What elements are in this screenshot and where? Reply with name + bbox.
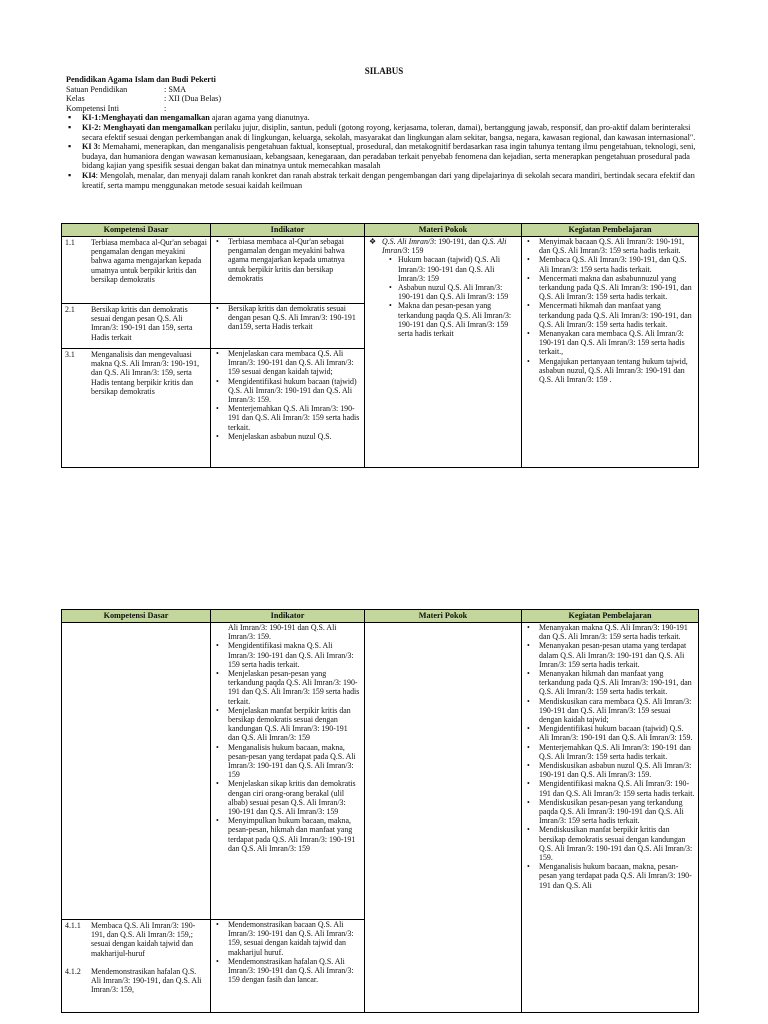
table-header-row (62, 610, 699, 623)
ki-code: KI-1: (82, 113, 102, 123)
list-item: • Menganalisis hukum bacaan, makna, pesan-pesan yang terdapat pada Q.S. Ali Imran/3: 190-191 dan Q.S. Ali (525, 862, 695, 890)
identity-value: : XII (Dua Belas) (164, 94, 222, 104)
ki-text: perilaku jujur, disiplin, santun, peduli (gotong royong, kerjasama, toleran, damai), bertanggung jawab, responsif, dan pro-aktif dalam berinteraksi secara efektif sesuai dengan perkembangan anak di lingkungan, keluarga, sekolah, masyarakat dan lingkungan alam sekitar, bangsa, negara, kawasan regional, dan kawasan internasional". (82, 122, 696, 142)
kd-cell (62, 304, 211, 349)
list-item: • Mendiskusikan pesan-pesan yang terkandung paqda Q.S. Ali Imran/3: 190-191 dan Q.S. Ali Imran/3: 159 serta hadis terkait. (525, 798, 695, 826)
kd-text: Membaca Q.S. Ali Imran/3: 190-191, dan Q.S. Ali Imran/3: 159,; sesuai dengan kaidah tajwid dan makharijul-huruf (91, 921, 196, 958)
identity-row (66, 104, 706, 114)
materi-list (368, 237, 518, 338)
materi-cell (365, 623, 522, 1013)
list-item: • Menjelaskan sikap kritis dan demokratis dengan ciri orang-orang berakal (ulil albab) sesuai pesan Q.S. Ali Imran/3: 190-191 dan Q.S. Ali Imran/3: 159 (214, 779, 361, 816)
kd-number: 3.1 (65, 350, 75, 359)
kd-text: Menganalisis dan mengevaluasi makna Q.S. Ali Imran/3: 190-191, dan Q.S. Ali Imran/3: 159, serta Hadis tentang berpikir kritis dan bersikap demokratis (91, 350, 200, 396)
kd-text: Mendemonstrasikan hafalan Q.S. Ali Imran/3: 190-191, dan Q.S. Ali Imran/3: 159, (91, 966, 202, 995)
list-item: • Menjelaskan manfat berpikir kritis dan bersikap demokratis sesuai dengan kandungan Q.S. Ali Imran/3: 190-191 dan Q.S. Ali Imran/3: 159 (214, 706, 361, 743)
ki-item (66, 171, 706, 190)
list-item (368, 237, 518, 338)
doc-title: SILABUS (364, 66, 404, 76)
ki-item (66, 123, 706, 142)
list-item: • Mengidentifikasi hukum bacaan (tajwid) Q.S. Ali Imran/3: 190-191 dan Q.S. Ali Imran/3: 159. (214, 377, 361, 405)
ki-code: KI-2: (82, 122, 102, 132)
list-item: • Menjelaskan cara membaca Q.S. Ali Imran/3: 190-191 dan Q.S. Ali Imran/3: 159 sesuai dengan kaidah tajwid; (214, 349, 361, 377)
materi-verse: : 190-191, dan (434, 237, 482, 246)
list-item: • Menanyakan cara membaca Q.S. Ali Imran/3: 190-191 dan Q.S. Ali Imran/3: 159 serta hadis terkait., (525, 329, 695, 357)
kegiatan-cell (522, 623, 699, 1013)
kd-item (65, 966, 207, 995)
list-item: • Menganalisis hukum bacaan, makna, pesan-pesan yang terdapat pada Q.S. Ali Imran/3: 190-191 dan Q.S. Ali Imran/3: 159 (214, 743, 361, 780)
list-item: • Menanyakan makna Q.S. Ali Imran/3: 190-191 dan Q.S. Ali Imran/3: 159 serta hadis terkait. (525, 623, 695, 641)
kd-cell (62, 349, 211, 468)
identity-label: Satuan Pendidikan (66, 84, 128, 94)
kd-item (65, 920, 207, 958)
indikator-cell (211, 349, 365, 468)
kegiatan-list (525, 237, 695, 384)
kd-number: 2.1 (65, 305, 75, 314)
kd-item (65, 304, 207, 342)
table-row (62, 237, 699, 304)
ki-code: KI 3: (82, 142, 101, 152)
indikator-cell (211, 623, 365, 920)
indikator-list (214, 237, 361, 283)
header-materi-pokok: Materi Pokok (365, 224, 522, 237)
ki-item (66, 113, 706, 123)
indikator-list (214, 920, 361, 984)
materi-verse: : 159 (407, 246, 424, 256)
table-row (62, 623, 699, 920)
indikator-list (214, 304, 361, 332)
list-item: • Mendiskusikan manfat berpikir kritis dan bersikap demokratis sesuai dengan kandungan Q.S. Ali Imran/3: 190-191 dan Q.S. Ali Imran/3: 159. (525, 825, 695, 862)
kd-text: Terbiasa membaca al-Qur'an sebagai pengamalan dengan meyakini bahwa agama mengajarkan kepada umatnya untuk berpikir kritis dan bersikap demokratis (91, 238, 207, 284)
identity-row (66, 85, 706, 95)
header-kompetensi-dasar: Kompetensi Dasar (62, 610, 211, 623)
identity-value: : SMA (164, 84, 187, 94)
doc-header (66, 75, 706, 190)
header-indikator: Indikator (211, 610, 365, 623)
materi-cell (365, 237, 522, 468)
kd-number: 4.1.1 (65, 921, 81, 930)
list-item: • Menjelaskan pesan-pesan yang terkandung paqda Q.S. Ali Imran/3: 190-191 dan Q.S. Ali Imran/3: 159 serta hadis terkait. (214, 669, 361, 706)
kd-cell (62, 237, 211, 304)
kd-text: Bersikap kritis dan demokratis sesuai dengan pesan Q.S. Ali Imran/3: 190-191 dan 159, serta Hadis terkait (91, 305, 193, 342)
list-item: • Mengidentifikasi makna Q.S. Ali Imran/3: 190-191 dan Q.S. Ali Imran/3: 159 serta hadis terkait. (525, 779, 695, 797)
list-item: • Mendemonstrasikan hafalan Q.S. Ali Imran/3: 190-191 dan Q.S. Ali Imran/3: 159 dengan fasih dan lancar. (214, 957, 361, 985)
indikator-list (214, 623, 361, 853)
ki-text: : Mengolah, menalar, dan menyaji dalam ranah konkret dan ranah abstrak terkait dengan pengembangan dari yang dipelajarinya di sekolah secara mandiri, bertindak secara efektif dan kreatif, serta mampu menggunakan metode sesuai kaidah keilmuan (82, 170, 695, 190)
list-item: • Terbiasa membaca al-Qur'an sebagai pengamalan dengan meyakini bahwa agama mengajarkan kepada umatnya untuk berpikir kritis dan bersikap demokratis (214, 237, 361, 283)
list-item: • Mengidentifikasi makna Q.S. Ali Imran/3: 190-191 dan Q.S. Ali Imran/3: 159 serta hadis terkait. (214, 641, 361, 669)
list-item: • Mendiskusikan cara membaca Q.S. Ali Imran/3: 190-191 dan Q.S. Ali Imran/3: 159 sesuai dengan kaidah tajwid; (525, 697, 695, 725)
kd-number: 4.1.2 (65, 966, 81, 976)
subject-title: Pendidikan Agama Islam dan Budi Pekerti (66, 75, 216, 84)
identity-label: Kompetensi Inti (66, 103, 119, 113)
indikator-list (214, 349, 361, 441)
list-item: • Bersikap kritis dan demokratis sesuai dengan pesan Q.S. Ali Imran/3: 190-191 dan159, serta Hadis terkait (214, 304, 361, 332)
kd-item (65, 237, 207, 284)
identity-label: Kelas (66, 94, 85, 104)
syllabus-table-1 (61, 223, 699, 468)
header-kompetensi-dasar: Kompetensi Dasar (62, 224, 211, 237)
list-item: • Menterjemahkan Q.S. Ali Imran/3: 190-191 dan Q.S. Ali Imran/3: 159 serta hadis terkait. (525, 743, 695, 761)
list-item: • Makna dan pesan-pesan yang terkandung paqda Q.S. Ali Imran/3: 190-191 dan Q.S. Ali Imran/3: 159 serta hadis terkait (388, 301, 518, 338)
ki-bold: Menghayati dan mengamalkan (101, 113, 210, 123)
ki-item (66, 142, 706, 171)
materi-surah: Q.S. Ali Imran/3 (382, 237, 507, 256)
list-item: • Menanyakan hikmah dan manfaat yang terkandung pada Q.S. Ali Imran/3: 190-191, dan Q.S. Ali Imran/3: 159 serta hadis terkait. (525, 669, 695, 697)
header-kegiatan-pembelajaran: Kegiatan Pembelajaran (522, 610, 699, 623)
materi-surah: Q.S. Ali Imran/3 (382, 237, 435, 246)
identity-value: : (164, 103, 167, 113)
list-item: • Menyimpulkan hukum bacaan, makna, pesan-pesan, hikmah dan manfaat yang terdapat pada Q.S. Ali Imran/3: 190-191 dan Q.S. Ali Imran/3: 159 (214, 816, 361, 853)
list-item: • Menyimak bacaan Q.S. Ali Imran/3: 190-191, dan Q.S. Ali Imran/3: 159 serta hadis terkait. (525, 237, 695, 255)
list-item: • Asbabun nuzul Q.S. Ali Imran/3: 190-191 dan Q.S. Ali Imran/3: 159 (388, 283, 518, 301)
indikator-cell (211, 920, 365, 1013)
ki-code: KI4 (82, 170, 96, 180)
list-item: • Menterjemahkan Q.S. Ali Imran/3: 190-191 dan Q.S. Ali Imran/3: 159 serta hadis terkait. (214, 404, 361, 432)
kegiatan-list (525, 623, 695, 890)
kd-number: 1.1 (65, 238, 75, 247)
list-item: • Mengidentifikasi hukum bacaan (tajwid) Q.S. Ali Imran/3: 190-191 dan Q.S. Ali Imran/3: 159. (525, 724, 695, 742)
indikator-cell (211, 304, 365, 349)
list-item: • Menjelaskan asbabun nuzul Q.S. (214, 432, 361, 441)
list-item: • Membaca Q.S. Ali Imran/3: 190-191, dan Q.S. Ali Imran/3: 159 serta hadis terkait. (525, 255, 695, 273)
ki-bold: Menghayati dan mengamalkan (101, 122, 212, 132)
list-item: • Hukum bacaan (tajwid) Q.S. Ali Imran/3: 190-191 dan Q.S. Ali Imran/3: 159 (388, 255, 518, 283)
syllabus-table-2 (61, 609, 699, 1013)
table-header-row (62, 224, 699, 237)
identity-row (66, 94, 706, 104)
list-item: • Mengajukan pertanyaan tentang hukum tajwid, asbabun nuzul, Q.S. Ali Imran/3: 190-191 dan Q.S. Ali Imran/3: 159 . (525, 357, 695, 385)
ki-text: ajaran agama yang dianutnya. (209, 113, 310, 123)
list-item: • Mendemonstrasikan bacaan Q.S. Ali Imran/3: 190-191 dan Q.S. Ali Imran/3: 159, sesuai dengan kaidah tajwid dan makharijul huruf. (214, 920, 361, 957)
kd-cell (62, 623, 211, 920)
kd-item (65, 349, 207, 396)
kd-cell (62, 920, 211, 1013)
header-indikator: Indikator (211, 224, 365, 237)
ki-text: Memahami, menerapkan, dan menganalisis pengetahuan faktual, konseptual, prosedural, dan metakognitif berdasarkan rasa ingin tahunya tentang ilmu pengetahuan, teknologi, seni, budaya, dan humaniora dengan wawasan kemanusiaan, kebangsaan, kenegaraan, dan peradaban terkait penyebab fenomena dan kejadian, serta menerapkan pengetahuan prosedural pada bidang kajian yang spesifik sesuai dengan bakat dan minatnya untuk memecahkan masalah (82, 142, 696, 171)
ki-list (66, 113, 706, 190)
list-item: Ali Imran/3: 190-191 dan Q.S. Ali Imran/3: 159. (228, 623, 337, 642)
header-materi-pokok: Materi Pokok (365, 610, 522, 623)
list-item: • Mencermati makna dan asbabunnuzul yang terkandung pada Q.S. Ali Imran/3: 190-191, dan Q.S. Ali Imran/3: 159 serta hadis terkait. (525, 274, 695, 302)
kegiatan-cell (522, 237, 699, 468)
header-kegiatan-pembelajaran: Kegiatan Pembelajaran (522, 224, 699, 237)
list-item: • Mencermati hikmah dan manfaat yang terkandung pada Q.S. Ali Imran/3: 190-191, dan Q.S. Ali Imran/3: 159 serta hadis terkait. (525, 301, 695, 329)
indikator-cell (211, 237, 365, 304)
list-item: • Menanyakan pesan-pesan utama yang terdapat dalam Q.S. Ali Imran/3: 190-191 dan Q.S. Ali Imran/3: 159 serta hadis terkait. (525, 641, 695, 669)
materi-sublist (382, 255, 518, 338)
list-item: • Mendiskusikan asbabun nuzul Q.S. Ali Imran/3: 190-191 dan Q.S. Ali Imran/3: 159. (525, 761, 695, 779)
